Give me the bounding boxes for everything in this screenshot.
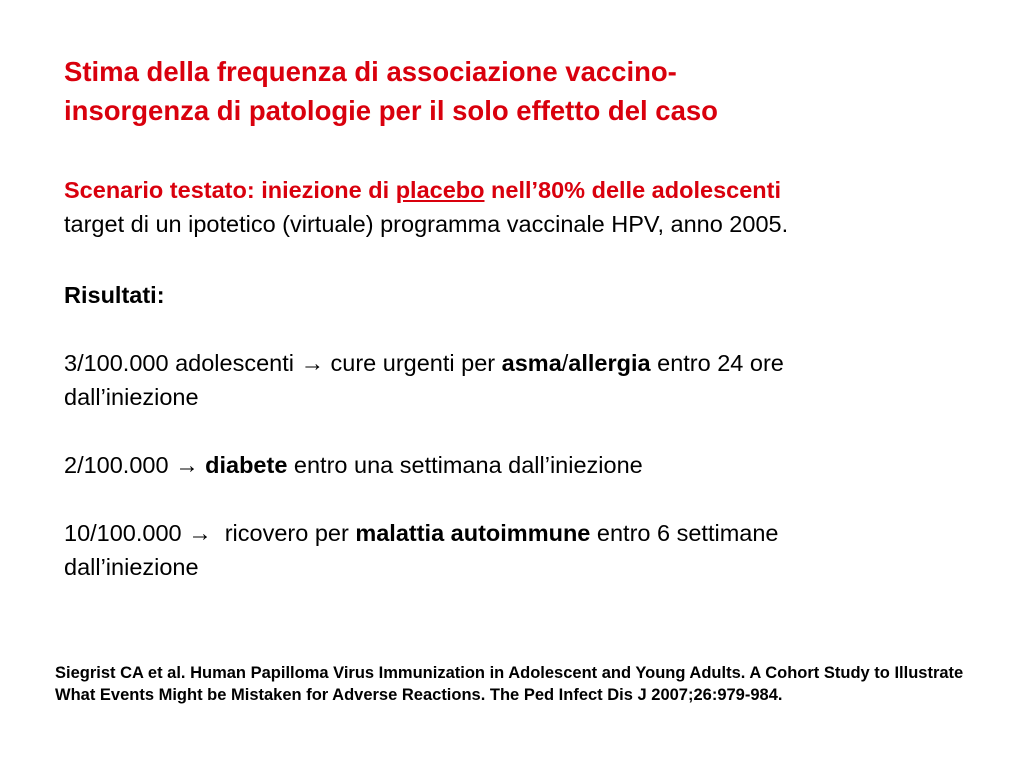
result-item-1-line-1 xyxy=(64,346,784,380)
scenario-placebo: placebo xyxy=(395,177,485,203)
arrow-right-icon: → xyxy=(175,452,199,478)
result-3-pre: ricovero per xyxy=(224,520,349,546)
citation: Siegrist CA et al. Human Papilloma Virus Immunization in Adolescent and Young Adults. A Cohort Study to Illustrate What Events Might be Mistaken for Adverse Reactions. The Ped Infect Dis J 2007;26:979-984. xyxy=(55,664,964,704)
scenario-prefix: Scenario testato: iniezione di xyxy=(64,177,390,203)
result-item-3-line-1 xyxy=(64,516,778,550)
result-3-post: entro 6 settimane xyxy=(596,520,779,546)
result-1-sep: / xyxy=(561,350,569,376)
result-1-term: asma xyxy=(501,350,562,376)
result-1-post: entro 24 ore xyxy=(657,350,784,376)
result-2-post: entro una settimana dall’iniezione xyxy=(293,452,643,478)
result-item-3-line-2: dall’iniezione xyxy=(64,554,199,580)
slide-title xyxy=(64,52,964,130)
result-2-term: diabete xyxy=(205,452,288,478)
result-item-2-line-1 xyxy=(64,448,643,482)
arrow-right-icon: → xyxy=(188,520,212,546)
arrow-right-icon: → xyxy=(300,350,324,376)
slide-title-line-1: Stima della frequenza di associazione vaccino- xyxy=(64,56,677,87)
slide-title-line-2: insorgenza di patologie per il solo effetto del caso xyxy=(64,95,718,126)
result-1-pre: cure urgenti per xyxy=(330,350,496,376)
result-1-rate: 3/100.000 adolescenti xyxy=(64,350,294,376)
scenario-line-2: target di un ipotetico (virtuale) programma vaccinale HPV, anno 2005. xyxy=(64,211,789,237)
scenario-line-1 xyxy=(64,173,781,207)
results-heading: Risultati: xyxy=(64,282,165,308)
result-1-term-2: allergia xyxy=(568,350,651,376)
scenario-suffix: nell’80% delle adolescenti xyxy=(491,177,781,203)
result-item-1-line-2: dall’iniezione xyxy=(64,384,199,410)
result-3-rate: 10/100.000 xyxy=(64,520,182,546)
result-3-term: malattia autoimmune xyxy=(355,520,591,546)
result-2-rate: 2/100.000 xyxy=(64,452,169,478)
